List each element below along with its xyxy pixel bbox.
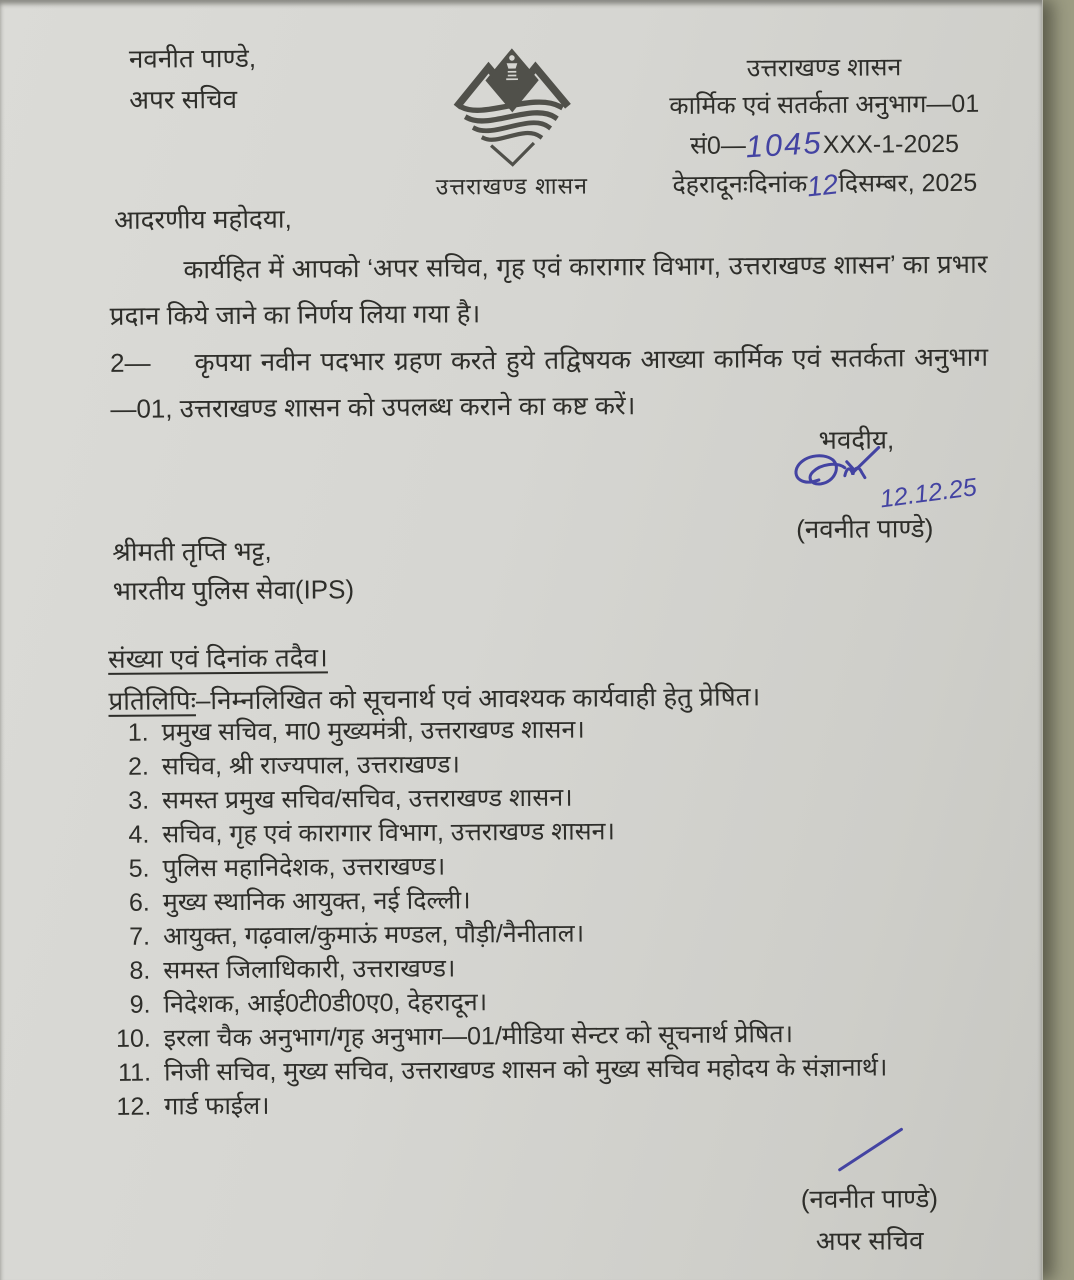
ref-suffix: XXX-1-2025 — [822, 129, 960, 159]
copy-item-text: प्रमुख सचिव, मा0 मुख्यमंत्री, उत्तराखण्ड शासन। — [161, 715, 585, 747]
copy-item-text: समस्त प्रमुख सचिव/सचिव, उत्तराखण्ड शासन। — [162, 783, 573, 815]
date-prefix: देहरादूनःदिनांक — [672, 169, 808, 199]
uttarakhand-state-emblem-icon — [448, 44, 577, 173]
copy-item-number: 4. — [128, 820, 150, 849]
place-date-line — [623, 162, 1027, 204]
footer-signatory-block — [767, 1177, 973, 1262]
copy-item-number: 11. — [118, 1058, 152, 1087]
body-paragraph-1: कार्यहित में आपको ‘अपर सचिव, गृह एवं कारागार विभाग, उत्तराखण्ड शासन’ का प्रभार प्रदान किये जाने का निर्णय लिया गया है। — [109, 248, 988, 331]
copy-item-number: 10. — [115, 1024, 151, 1053]
copy-item-text: समस्त जिलाधिकारी, उत्तराखण्ड। — [163, 954, 456, 985]
reference-number-line — [622, 122, 1026, 165]
copy-item-number: 3. — [128, 786, 150, 815]
copy-list-item — [115, 1087, 1003, 1122]
paragraph-2-text: कृपया नवीन पदभार ग्रहण करते हुये तद्विषयक आख्या कार्मिक एवं सतर्कता अनुभाग—01, उत्तराखण्ड शासन को उपलब्ध कराने का कष्ट करें। — [110, 341, 989, 424]
copy-item-number: 12. — [116, 1092, 152, 1121]
recipient-name: श्रीमती तृप्ति भट्ट, — [112, 535, 272, 567]
copy-item-number: 6. — [128, 888, 150, 917]
copy-list-item — [113, 747, 1001, 782]
copy-item-text: निजी सचिव, मुख्य सचिव, उत्तराखण्ड शासन को मुख्य सचिव महोदय के संज्ञानार्थ। — [163, 1053, 888, 1087]
copy-list — [113, 713, 1004, 1127]
copy-item-text: पुलिस महानिदेशक, उत्तराखण्ड। — [162, 852, 446, 883]
copy-item-number: 1. — [127, 718, 149, 747]
copy-item-number: 8. — [129, 956, 151, 985]
closing-word: भवदीय, — [818, 424, 895, 455]
handwritten-signature-date: 12.12.25 — [878, 473, 979, 514]
copy-item-text: आयुक्त, गढ़वाल/कुमाऊं मण्डल, पौड़ी/नैनीताल। — [162, 919, 585, 951]
handwritten-slash-stroke-icon — [831, 1123, 909, 1176]
copy-list-item — [114, 951, 1002, 986]
paragraph-2-number: 2— — [109, 347, 151, 378]
copy-list-item — [113, 781, 1001, 816]
copy-list-item — [114, 917, 1002, 952]
copy-item-text: मुख्य स्थानिक आयुक्त, नई दिल्ली। — [162, 886, 471, 917]
letterhead-block — [622, 48, 1027, 204]
copy-heading-rest: –निम्नलिखित को सूचनार्थ एवं आवश्यक कार्यवाही हेतु प्रेषित। — [195, 681, 761, 716]
copy-item-text: निदेशक, आई0टी0डी0ए0, देहरादून। — [163, 988, 488, 1019]
copy-item-text: गार्ड फाईल। — [164, 1091, 270, 1121]
recipient-block — [112, 531, 354, 611]
copy-item-text: सचिव, गृह एवं कारागार विभाग, उत्तराखण्ड शासन। — [162, 817, 615, 849]
copy-item-number: 9. — [129, 990, 151, 1019]
handwritten-ref-number: 1045 — [744, 124, 824, 165]
copy-item-text: इरला चैक अनुभाग/गृह अनुभाग—01/मीडिया सेन्टर को सूचनार्थ प्रेषित। — [163, 1020, 794, 1053]
sender-title: अपर सचिव — [129, 83, 238, 115]
date-suffix: दिसम्बर, 2025 — [838, 168, 978, 198]
handwritten-date-day: 12 — [805, 168, 841, 203]
copy-list-item — [113, 815, 1001, 850]
ref-prefix: सं0— — [689, 131, 746, 160]
number-date-line: संख्या एवं दिनांक तदैव। — [108, 642, 328, 674]
copy-item-number: 2. — [127, 752, 149, 781]
sender-block — [129, 38, 257, 121]
copy-list-item — [115, 1053, 1003, 1088]
body-paragraph-2 — [110, 334, 989, 432]
copy-item-number: 5. — [128, 854, 150, 883]
footer-signatory-name: (नवनीत पाण्डे) — [800, 1183, 939, 1215]
footer-signatory-title: अपर सचिव — [815, 1225, 924, 1256]
recipient-service: भारतीय पुलिस सेवा(IPS) — [112, 574, 355, 606]
copy-list-item — [114, 883, 1002, 918]
signatory-name: (नवनीत पाण्डे) — [796, 513, 934, 545]
salutation: आदरणीय महोदया, — [113, 203, 292, 235]
emblem-caption: उत्तराखण्ड शासन — [435, 172, 589, 200]
sender-name: नवनीत पाण्डे, — [128, 42, 257, 74]
copy-item-text: सचिव, श्री राज्यपाल, उत्तराखण्ड। — [161, 750, 460, 781]
copy-list-item — [113, 713, 1001, 748]
copy-label: प्रतिलिपिः — [108, 685, 196, 716]
copy-list-item — [114, 985, 1002, 1020]
copy-item-number: 7. — [129, 922, 151, 951]
letterhead-govt-name: उत्तराखण्ड शासन — [746, 53, 902, 83]
copy-list-item — [115, 1019, 1003, 1054]
copy-list-item — [113, 849, 1001, 884]
letterhead-department: कार्मिक एवं सतर्कता अनुभाग—01 — [669, 89, 980, 120]
copy-distribution-heading — [108, 677, 760, 718]
